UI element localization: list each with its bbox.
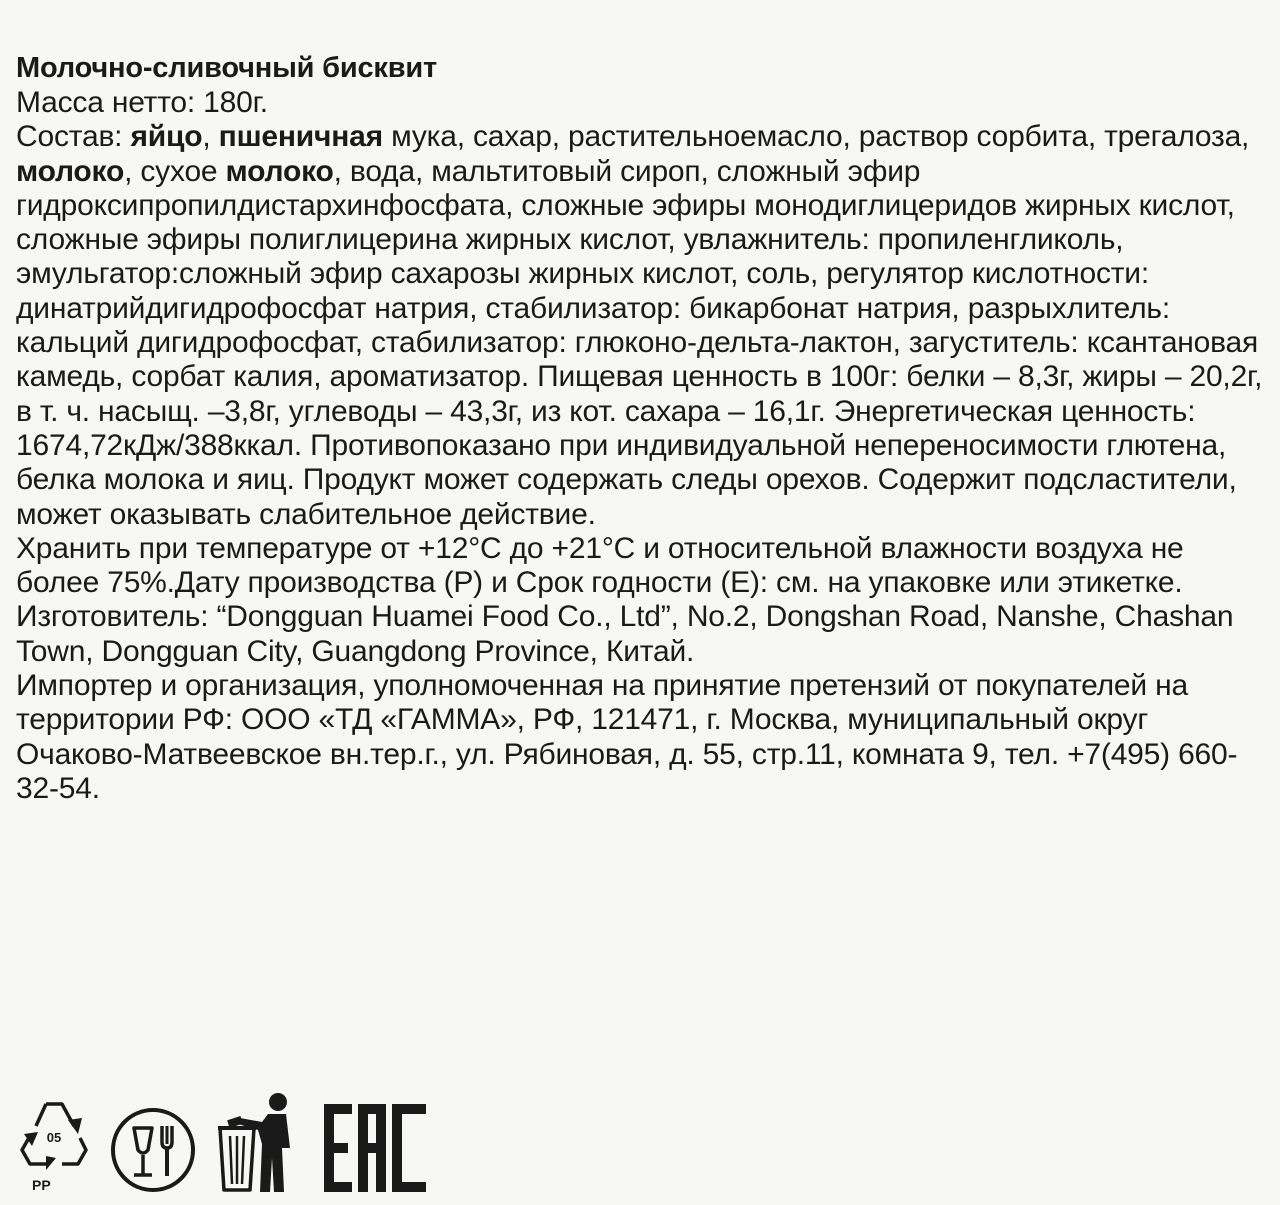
dispose-in-bin-icon (216, 1088, 302, 1200)
allergen-milk-powder: молоко (225, 154, 334, 188)
manufacturer: Изготовитель: “Dongguan Huamei Food Co., Ltd”, No.2, Dongshan Road, Nanshe, Chashan Town, Dongguan City, Guangdong Province, Китай. (16, 600, 1234, 668)
composition-prefix: Состав: (16, 120, 131, 154)
storage-conditions: Хранить при температуре от +12°C до +21°C и относительной влажности воздуха не более 75%.Дату производства (P) и Срок годности (E): см. на упаковке или этикетке. (16, 531, 1184, 600)
food-safe-glass-fork-icon (108, 1100, 198, 1200)
allergen-milk: молоко (16, 154, 125, 188)
net-weight: Масса нетто: 180г. (16, 86, 268, 119)
product-title: Молочно-сливочный бисквит (16, 52, 437, 84)
composition (16, 120, 1272, 532)
symbol-row (18, 1075, 430, 1200)
composition-part: , сухое (124, 154, 226, 188)
allergen-wheat: пшеничная (218, 120, 383, 154)
eac-mark-icon (320, 1096, 430, 1200)
allergen-egg: яйцо (130, 120, 203, 154)
importer: Импортер и организация, уполномоченная на принятие претензий от покупателей на территории РФ: ООО «ТД «ГАММА», РФ, 121471, г. Москва, муниципальный округ Очаково-Матвеевское вн.тер.г., ул. Рябиновая, д. 55, стр.11, комната 9, тел. +7(495) 660-32-54. (16, 669, 1238, 805)
composition-part: , вода, мальтитовый сироп, сложный эфир гидроксипропилдистархинфосфата, сложные эфиры монодиглицеридов жирных кислот, сложные эфиры полиглицерина жирных кислот, увлажнитель: пропиленгликоль, эмульгатор:сложный эфир сахарозы жирных кислот, соль, регулятор кислотности: динатрийдигидрофосфат натрия, стабилизатор: бикарбонат натрия, разрыхлитель: кальций дигидрофосфат, стабилизатор: глюконо-дельта-лактон, загуститель: ксантановая камедь, сорбат калия, ароматизатор. Пищевая ценность в 100г: белки – 8,3г, жиры – 20,2г, в т. ч. насыщ. –3,8г, углеводы – 43,3г, из кот. сахара – 16,1г. Энергетическая ценность: 1674,72кДж/388ккал. Противопоказано при индивидуальной непереносимости глютена, белка молока и яиц. Продукт может содержать следы орехов. Содержит подсластители, может оказывать слабительное действие. (16, 154, 1263, 531)
eac-text: EAC (320, 1096, 323, 1097)
product-label (16, 50, 1272, 806)
recycle-material: PP (32, 1177, 51, 1193)
composition-part: мука, сахар, растительноемасло, раствор сорбита, трегалоза, (382, 120, 1250, 154)
recycle-pp-icon (18, 1090, 90, 1200)
composition-sep: , (202, 120, 219, 154)
recycle-code: 05 (46, 1130, 62, 1145)
